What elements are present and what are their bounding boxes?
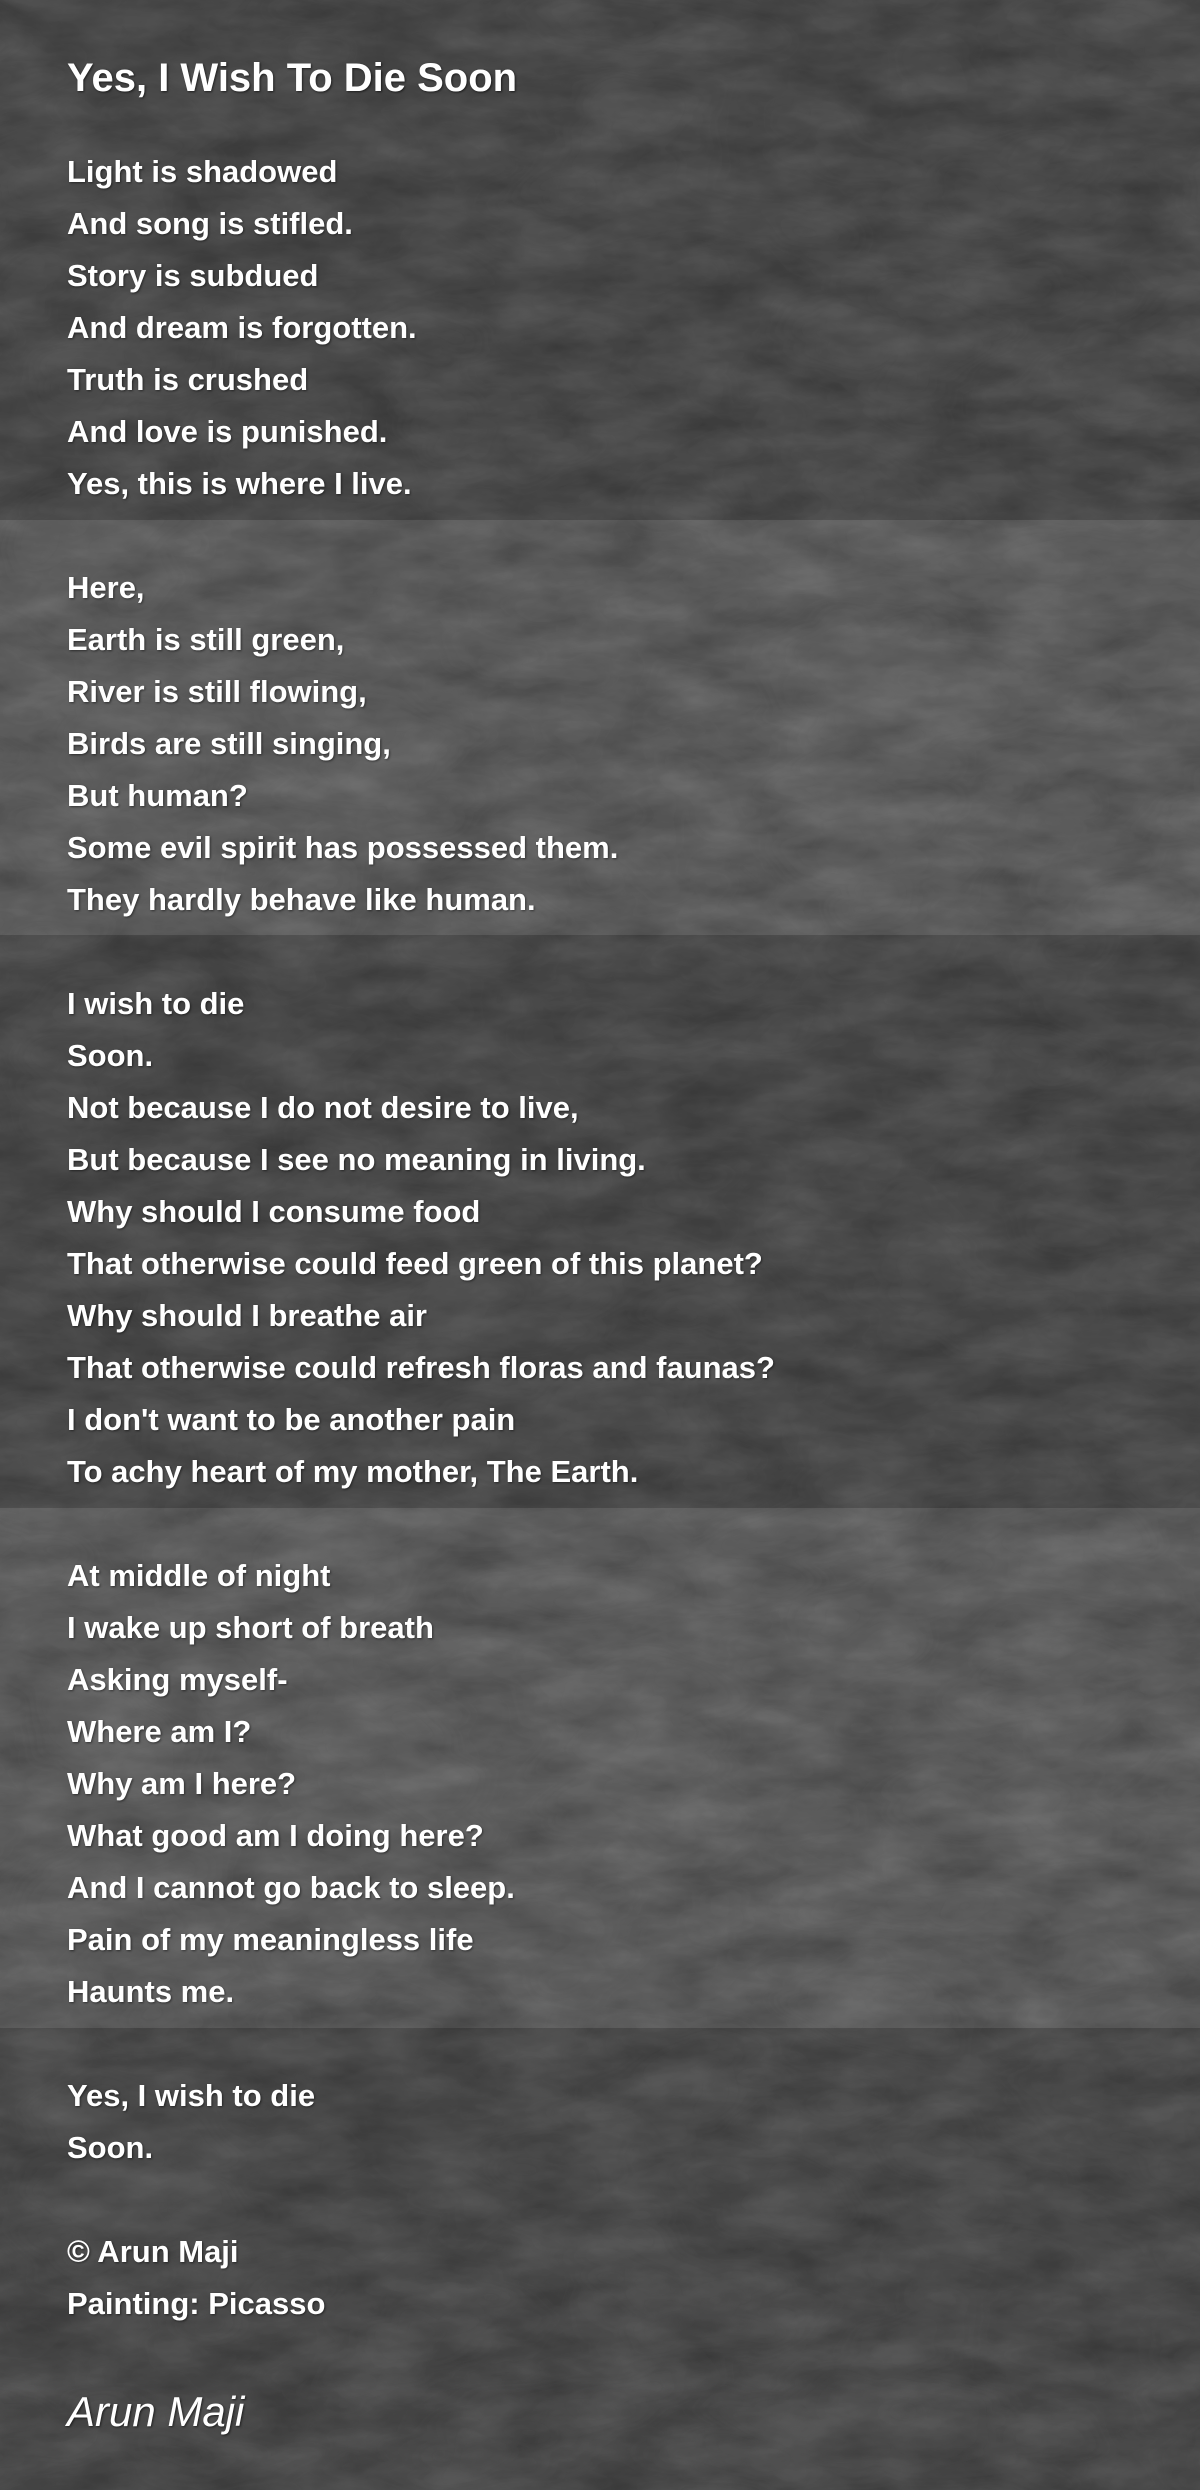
poem-line: Soon. bbox=[67, 2130, 154, 2165]
poem-line: I wish to die bbox=[67, 986, 245, 1021]
stanza bbox=[67, 2070, 775, 2174]
stanza bbox=[67, 562, 775, 926]
poem-line: Earth is still green, bbox=[67, 622, 345, 657]
poem-line: I wake up short of breath bbox=[67, 1610, 434, 1645]
poem-line: And I cannot go back to sleep. bbox=[67, 1870, 515, 1905]
poem-line: Some evil spirit has possessed them. bbox=[67, 830, 619, 865]
poem-line: That otherwise could refresh floras and faunas? bbox=[67, 1350, 775, 1385]
poem-credits bbox=[67, 2226, 775, 2330]
poem-line: They hardly behave like human. bbox=[67, 882, 536, 917]
poem-line: And song is stifled. bbox=[67, 206, 353, 241]
poem-line: I don't want to be another pain bbox=[67, 1402, 516, 1437]
poem-line: Yes, I wish to die bbox=[67, 2078, 316, 2113]
poem-line: Why am I here? bbox=[67, 1766, 297, 1801]
poem-line: And dream is forgotten. bbox=[67, 310, 417, 345]
stanza bbox=[67, 978, 775, 1498]
poem-line: Light is shadowed bbox=[67, 154, 338, 189]
stanza bbox=[67, 146, 775, 510]
poem-line: But human? bbox=[67, 778, 248, 813]
poem-line: At middle of night bbox=[67, 1558, 331, 1593]
poem-line: Yes, this is where I live. bbox=[67, 466, 412, 501]
poem-line: To achy heart of my mother, The Earth. bbox=[67, 1454, 639, 1489]
painting-credit: Painting: Picasso bbox=[67, 2286, 326, 2321]
poem-line: Not because I do not desire to live, bbox=[67, 1090, 579, 1125]
poem-line: Story is subdued bbox=[67, 258, 319, 293]
copyright-notice: © Arun Maji bbox=[67, 2234, 239, 2269]
poem-line: Soon. bbox=[67, 1038, 154, 1073]
poem-line: River is still flowing, bbox=[67, 674, 367, 709]
poem-line: Why should I consume food bbox=[67, 1194, 481, 1229]
poem-line: Here, bbox=[67, 570, 145, 605]
poem-line: Truth is crushed bbox=[67, 362, 309, 397]
poem-line: Why should I breathe air bbox=[67, 1298, 427, 1333]
poem-line: And love is punished. bbox=[67, 414, 388, 449]
poem-line: But because I see no meaning in living. bbox=[67, 1142, 646, 1177]
author-signature: Arun Maji bbox=[67, 2388, 245, 2435]
poem-line: Birds are still singing, bbox=[67, 726, 391, 761]
poem-title: Yes, I Wish To Die Soon bbox=[67, 56, 518, 100]
stanza bbox=[67, 1550, 775, 2018]
poem-line: Pain of my meaningless life bbox=[67, 1922, 474, 1957]
poem-line: Where am I? bbox=[67, 1714, 252, 1749]
poem-line: Asking myself- bbox=[67, 1662, 288, 1697]
poem-line: What good am I doing here? bbox=[67, 1818, 484, 1853]
poem-content bbox=[67, 50, 1167, 2321]
poem-line: Haunts me. bbox=[67, 1974, 235, 2009]
poem-line: That otherwise could feed green of this planet? bbox=[67, 1246, 763, 1281]
poem-body bbox=[67, 146, 775, 2382]
